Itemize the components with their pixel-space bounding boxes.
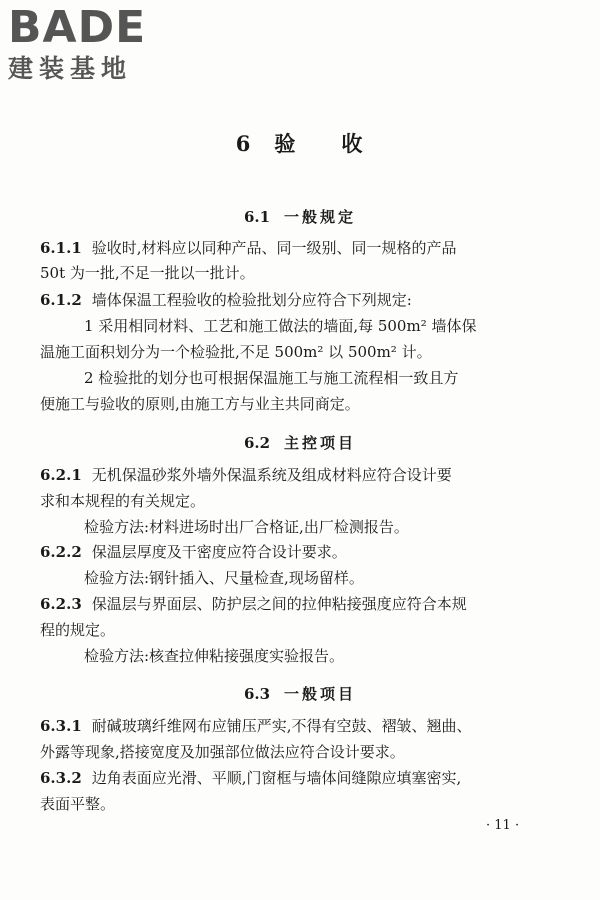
- logo-text-cn: 建装基地: [8, 54, 133, 83]
- clause-6-2-3-line1: [40, 594, 467, 614]
- clause-6-1-1-line1: [40, 238, 457, 258]
- clause-text: 耐碱玻璃纤维网布应铺压严实,不得有空鼓、褶皱、翘曲、: [91, 717, 472, 735]
- clause-6-3-1-line1: [40, 716, 472, 736]
- section-number: 6.2: [243, 434, 271, 452]
- clause-6-2-1-check: 检验方法:材料进场时出厂合格证,出厂检测报告。: [84, 518, 409, 536]
- page-number: · 11 ·: [486, 818, 520, 833]
- item-6-1-2-2-line2: 便施工与验收的原则,由施工方与业主共同商定。: [40, 395, 360, 413]
- clause-text: 墙体保温工程验收的检验批划分应符合下列规定:: [91, 291, 412, 309]
- clause-number: 6.3.1: [40, 717, 82, 735]
- section-heading-6-2: [0, 432, 600, 453]
- clause-6-1-2-line1: [40, 290, 412, 310]
- chapter-title-char-1: 验: [274, 131, 298, 156]
- section-heading-6-3: [0, 683, 600, 704]
- clause-number: 6.3.2: [40, 769, 82, 787]
- section-number: 6.1: [243, 208, 271, 226]
- section-title: 一般项目: [284, 685, 357, 703]
- section-title: 主控项目: [284, 434, 357, 452]
- clause-number: 6.1.2: [40, 291, 82, 309]
- logo: [8, 2, 147, 84]
- clause-6-2-3-check: 检验方法:核查拉伸粘接强度实验报告。: [84, 647, 345, 665]
- clause-text: 保温层与界面层、防护层之间的拉伸粘接强度应符合本规: [91, 595, 467, 613]
- clause-number: 6.2.3: [40, 595, 82, 613]
- clause-6-3-2-line1: [40, 768, 461, 788]
- clause-6-2-1-line2: 求和本规程的有关规定。: [40, 492, 206, 510]
- clause-6-3-2-line2: 表面平整。: [40, 795, 116, 813]
- clause-number: 6.1.1: [40, 239, 82, 257]
- clause-number: 6.2.2: [40, 543, 82, 561]
- chapter-title-char-2: 收: [341, 131, 365, 156]
- clause-6-2-2-line1: [40, 542, 347, 562]
- section-heading-6-1: [0, 206, 600, 227]
- logo-text-en: BADE: [8, 2, 147, 53]
- clause-6-2-2-check: 检验方法:钢针插入、尺量检查,现场留样。: [84, 569, 364, 587]
- clause-text: 验收时,材料应以同种产品、同一级别、同一规格的产品: [91, 239, 457, 257]
- clause-text: 边角表面应光滑、平顺,门窗框与墙体间缝隙应填塞密实,: [91, 769, 462, 787]
- clause-number: 6.2.1: [40, 466, 82, 484]
- clause-6-3-1-line2: 外露等现象,搭接宽度及加强部位做法应符合设计要求。: [40, 743, 405, 761]
- chapter-number: 6: [235, 131, 253, 156]
- item-6-1-2-2-line1: 2 检验批的划分也可根据保温施工与施工流程相一致且方: [84, 369, 459, 387]
- item-6-1-2-1-line1: 1 采用相同材料、工艺和施工做法的墙面,每 500m² 墙体保: [84, 317, 477, 335]
- item-6-1-2-1-line2: 温施工面积划分为一个检验批,不足 500m² 以 500m² 计。: [40, 343, 432, 361]
- clause-6-2-1-line1: [40, 465, 452, 485]
- clause-6-1-1-line2: 50t 为一批,不足一批以一批计。: [40, 264, 255, 282]
- clause-text: 无机保温砂浆外墙外保温系统及组成材料应符合设计要: [91, 466, 452, 484]
- clause-text: 保温层厚度及干密度应符合设计要求。: [91, 543, 347, 561]
- section-number: 6.3: [243, 685, 271, 703]
- clause-6-2-3-line2: 程的规定。: [40, 621, 116, 639]
- section-title: 一般规定: [284, 208, 357, 226]
- chapter-title: [0, 128, 600, 158]
